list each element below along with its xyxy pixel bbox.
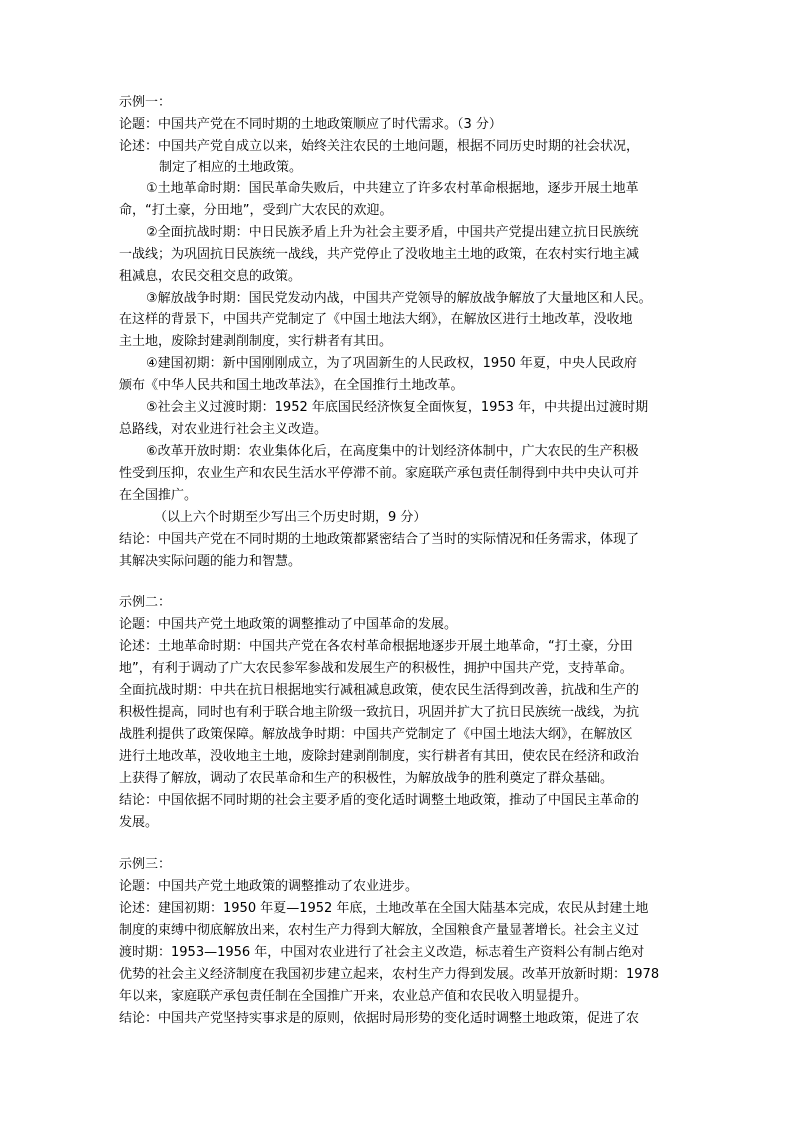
example1-conclusion-line: 其解决实际问题的能力和智慧。: [119, 554, 302, 569]
example1-argument-line: 论述：中国共产党自成立以来，始终关注农民的土地问题，根据不同历史时期的社会状况，: [119, 139, 640, 154]
example2-argument-line: 全面抗战时期：中共在抗日根据地实行减租减息政策，使农民生活得到改善，抗战和生产的: [119, 683, 640, 698]
example2-conclusion-line: 发展。: [119, 815, 159, 830]
example3-thesis: 论题：中国共产党土地政策的调整推动了农业进步。: [119, 879, 419, 894]
example2-heading: 示例二：: [119, 595, 172, 610]
example1-paragraph-line: 在这样的背景下，中国共产党制定了《中国土地法大纲》，在解放区进行土地改革，没收地: [119, 312, 633, 327]
example1-paragraph-line: 租减息，农民交租交息的政策。: [119, 269, 302, 284]
example2-argument-line: 积极性提高，同时也有利于联合地主阶级一致抗日，巩固并扩大了抗日民族统一战线，为抗: [119, 705, 640, 720]
example1-paragraph-line: ⑥改革开放时期：农业集体化后，在高度集中的计划经济体制中，广大农民的生产积极: [146, 444, 639, 459]
example2-argument-line: 地”，有利于调动了广大农民参军参战和发展生产的积极性，拥护中国共产党，支持革命。: [119, 661, 633, 676]
example1-paragraph-line: 主土地，废除封建剥削制度，实行耕者有其田。: [119, 334, 393, 349]
example1-paragraph-line: 颁布《中华人民共和国土地改革法》，在全国推行土地改革。: [119, 378, 464, 393]
example3-argument-line: 年以来，家庭联产承包责任制在全国推广开来，农业总产值和农民收入明显提升。: [119, 989, 588, 1004]
example1-argument-line: 制定了相应的土地政策。: [159, 160, 303, 175]
example2-conclusion-line: 结论：中国依据不同时期的社会主要矛盾的变化适时调整土地政策，推动了中国民主革命的: [119, 793, 640, 808]
example1-paragraph-line: ④建国初期：新中国刚刚成立，为了巩固新生的人民政权，1950 年夏，中央人民政府: [146, 356, 637, 371]
example2-argument-line: 论述：土地革命时期：中国共产党在各农村革命根据地逐步开展土地革命，“打土豪，分田: [119, 639, 633, 654]
example1-paragraph-line: ②全面抗战时期：中日民族矛盾上升为社会主要矛盾，中国共产党提出建立抗日民族统: [146, 225, 639, 240]
example1-paragraph-line: ③解放战争时期：国民党发动内战，中国共产党领导的解放战争解放了大量地区和人民。: [146, 291, 652, 306]
example1-paragraph-line: 命，“打土豪，分田地”，受到广大农民的欢迎。: [119, 203, 393, 218]
example1-paragraph-line: 性受到压抑，农业生产和农民生活水平停滞不前。家庭联产承包责任制得到中共中央认可并: [119, 466, 640, 481]
example1-heading: 示例一：: [119, 95, 172, 110]
example3-argument-line: 制度的束缚中彻底解放出来，农村生产力得到大解放，全国粮食产量显著增长。社会主义过: [119, 923, 640, 938]
example1-paragraph-line: 总路线，对农业进行社会主义改造。: [119, 422, 328, 437]
example1-conclusion-line: 结论：中国共产党在不同时期的土地政策都紧密结合了当时的实际情况和任务需求，体现了: [119, 532, 640, 547]
example1-paragraph-line: 在全国推广。: [119, 488, 198, 503]
example3-argument-line: 优势的社会主义经济制度在我国初步建立起来，农村生产力得到发展。改革开放新时期：1978: [119, 967, 660, 982]
example1-paragraph-line: ⑤社会主义过渡时期：1952 年底国民经济恢复全面恢复，1953 年，中共提出过渡时期: [146, 400, 649, 415]
example2-argument-line: 上获得了解放，调动了农民革命和生产的积极性，为解放战争的胜利奠定了群众基础。: [119, 771, 614, 786]
example3-conclusion-line: 结论：中国共产党坚持实事求是的原则，依据时局形势的变化适时调整土地政策，促进了农: [119, 1011, 640, 1026]
example2-argument-line: 战胜利提供了政策保障。解放战争时期：中国共产党制定了《中国土地法大纲》，在解放区: [119, 727, 633, 742]
example3-argument-line: 论述：建国初期：1950 年夏—1952 年底，土地改革在全国大陆基本完成，农民从封建土地: [119, 901, 649, 916]
example3-argument-line: 渡时期：1953—1956 年，中国对农业进行了社会主义改造，标志着生产资料公有制占绝对: [119, 945, 645, 960]
example1-paragraph-line: 一战线；为巩固抗日民族统一战线，共产党停止了没收地主土地的政策，在农村实行地主减: [119, 247, 640, 262]
example3-heading: 示例三：: [119, 857, 172, 872]
example1-thesis: 论题：中国共产党在不同时期的土地政策顺应了时代需求。（3 分）: [119, 117, 502, 132]
example2-argument-line: 进行土地改革，没收地主土地，废除封建剥削制度，实行耕者有其田，使农民在经济和政治: [119, 749, 640, 764]
example1-paragraph-line: ①土地革命时期：国民革命失败后，中共建立了许多农村革命根据地，逐步开展土地革: [146, 181, 639, 196]
example2-thesis: 论题：中国共产党土地政策的调整推动了中国革命的发展。: [119, 617, 458, 632]
example1-scoring-note: （以上六个时期至少写出三个历史时期，9 分）: [154, 510, 427, 525]
